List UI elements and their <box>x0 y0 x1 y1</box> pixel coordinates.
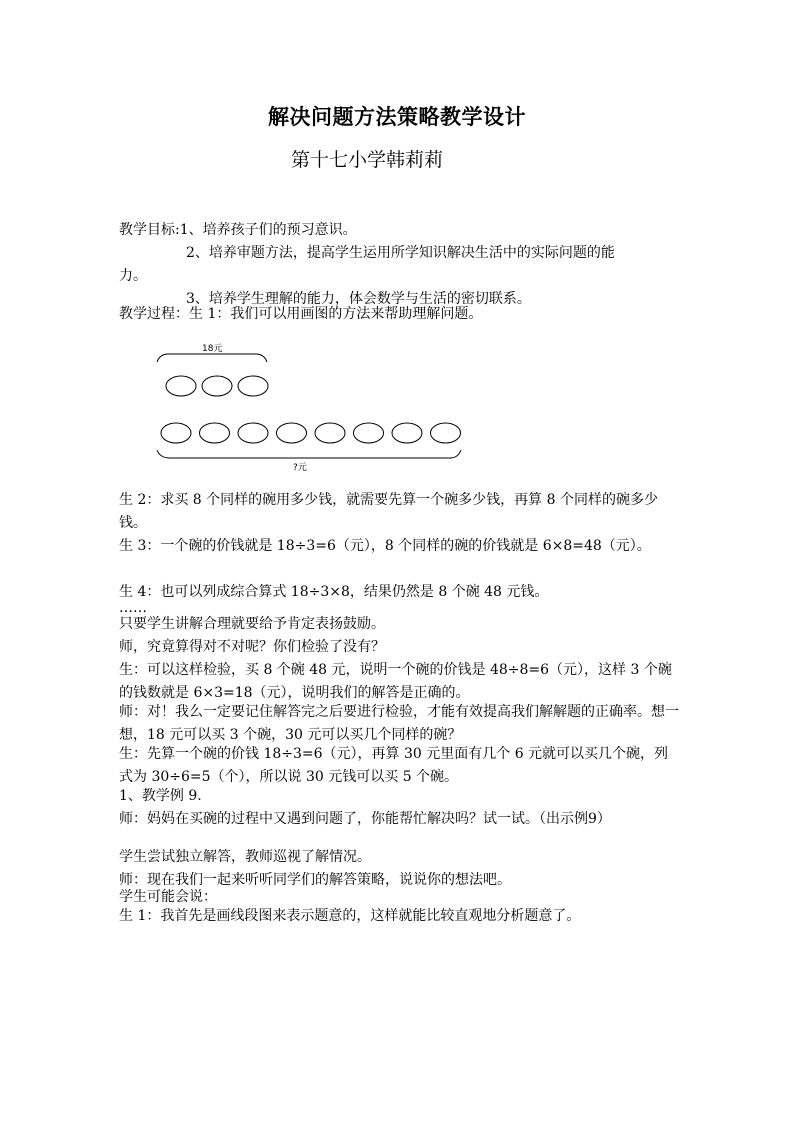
paragraph: 只要学生讲解合理就要给予肯定表扬鼓励。 <box>119 616 385 632</box>
top-bracket <box>157 354 267 362</box>
paragraph: 生 3：一个碗的价钱就是 18÷3=6（元），8 个同样的碗的价钱就是 6×8=48（元）。 <box>119 538 651 554</box>
process-intro: 教学过程：生 1：我们可以用画图的方法来帮助理解问题。 <box>119 306 483 322</box>
author-line: 第十七小学韩莉莉 <box>291 149 444 171</box>
paragraph: 1、教学例 9. <box>119 788 202 804</box>
paragraph: 生 4：也可以列成综合算式 18÷3×8，结果仍然是 8 个碗 48 元钱。 <box>119 584 549 600</box>
bowl-oval <box>200 423 230 443</box>
bowl-oval <box>315 423 345 443</box>
paragraph: 学生可能会说： <box>119 889 217 905</box>
goal-line-1: 教学目标:1、培养孩子们的预习意识。 <box>119 222 357 238</box>
paragraph: 师，究竟算得对不对呢？你们检验了没有？ <box>119 639 385 655</box>
paragraph: 师：对！我么一定要记住解答完之后要进行检验，才能有效提高我们解解题的正确率。想一想，18 元可以买 3 个碗，30 元可以买几个同样的碗？ <box>119 704 679 743</box>
paragraph: 生：可以这样检验，买 8 个碗 48 元，说明一个碗的价钱是 48÷8=6（元），这样 3 个碗的钱数就是 6×3=18（元），说明我们的解答是正确的。 <box>119 662 672 701</box>
document-title: 解决问题方法策略教学设计 <box>268 104 526 129</box>
bowl-oval <box>161 423 191 443</box>
bowl-oval <box>392 423 422 443</box>
bottom-bracket <box>157 450 461 458</box>
bowl-oval <box>238 423 268 443</box>
bottom-bracket-label: ?元 <box>293 463 307 473</box>
top-bowl-row <box>166 376 268 396</box>
paragraph: 学生尝试独立解答，教师巡视了解情况。 <box>119 849 371 865</box>
bowl-diagram <box>150 338 470 478</box>
goal-line-2: 2、培养审题方法，提高学生运用所学知识解决生活中的实际问题的能 <box>186 245 615 261</box>
bowl-oval <box>238 376 268 396</box>
bowl-oval <box>202 376 232 396</box>
goal-line-2-cont: 力。 <box>119 268 147 284</box>
bowl-oval <box>166 376 196 396</box>
paragraph: 生：先算一个碗的价钱 18÷3=6（元），再算 30 元里面有几个 6 元就可以买几个碗，列式为 30÷6=5（个），所以说 30 元钱可以买 5 个碗。 <box>119 746 669 785</box>
bowl-oval <box>354 423 384 443</box>
bowl-oval <box>431 423 461 443</box>
top-bracket-label: 18元 <box>202 344 223 354</box>
bowl-oval <box>277 423 307 443</box>
paragraph: 师：现在我们一起来听听同学们的解答策略，说说你的想法吧。 <box>119 872 511 888</box>
paragraph: …… <box>119 600 147 616</box>
goal-line-3: 3、培养学生理解的能力，体会数学与生活的密切联系。 <box>186 291 531 307</box>
paragraph: 师：妈妈在买碗的过程中又遇到问题了，你能帮忙解决吗？试一试。（出示例9） <box>119 811 611 827</box>
paragraph: 生 2：求买 8 个同样的碗用多少钱，就需要先算一个碗多少钱，再算 8 个同样的碗多少钱。 <box>119 492 658 531</box>
paragraph: 生 1：我首先是画线段图来表示题意的，这样就能比较直观地分析题意了。 <box>119 908 581 924</box>
bottom-bowl-row <box>161 423 461 443</box>
